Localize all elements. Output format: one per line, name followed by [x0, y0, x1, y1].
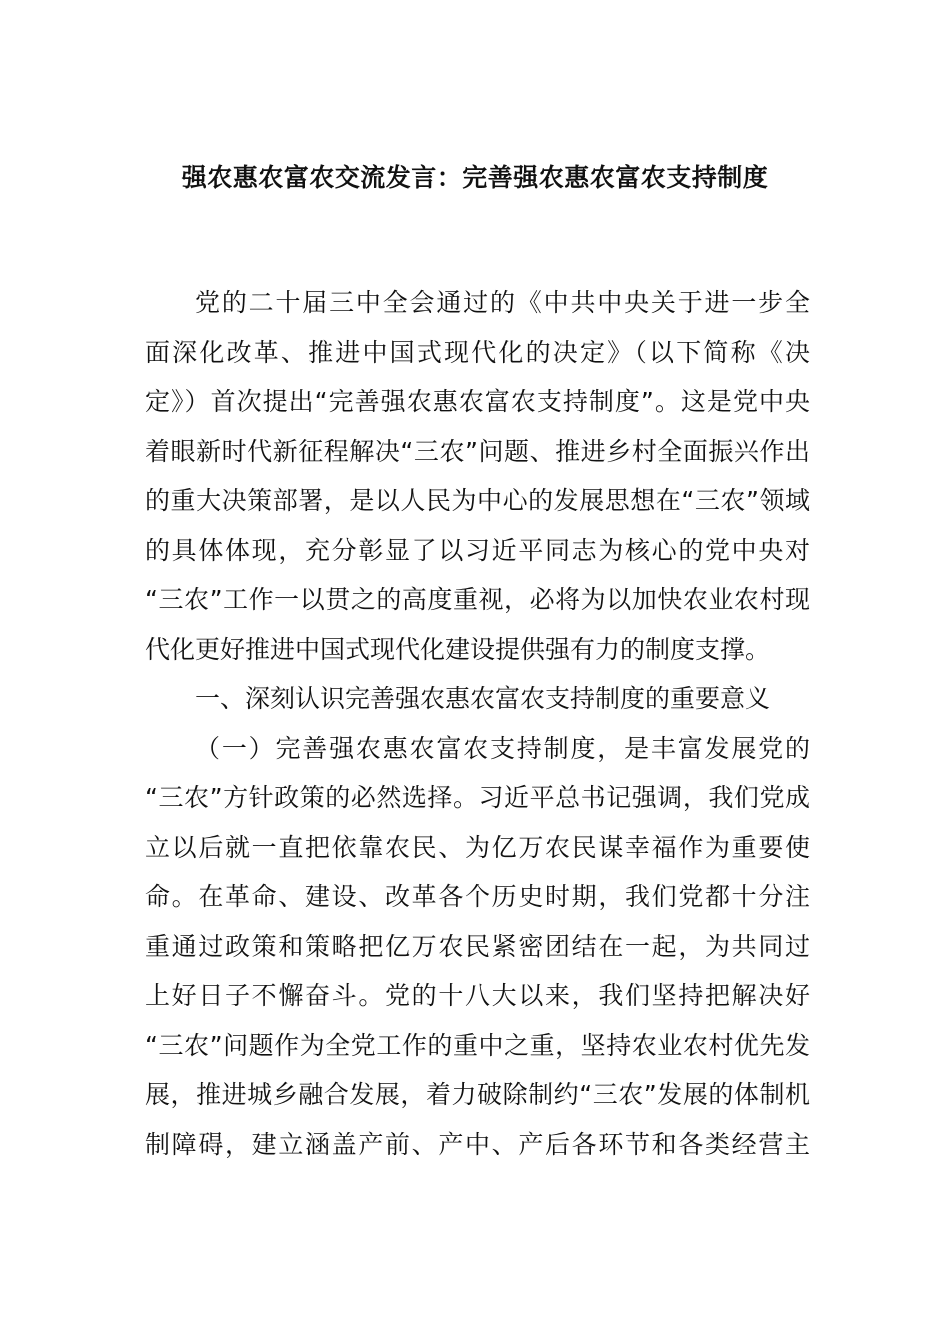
- document-body: [145, 278, 810, 1169]
- paragraph-line: 的重大决策部署，是以人民为中心的发展思想在“三农”领域: [145, 486, 810, 515]
- paragraph-line: 的具体体现，充分彰显了以习近平同志为核心的党中央对: [145, 535, 810, 565]
- paragraph-line: “三农”问题作为全党工作的重中之重，坚持农业农村优先发: [145, 1030, 810, 1060]
- paragraph-line: 党的二十届三中全会通过的《中共中央关于进一步全: [195, 288, 810, 317]
- paragraph-line: 面深化改革、推进中国式现代化的决定》（以下简称《决: [145, 337, 810, 367]
- paragraph-line: 命。在革命、建设、改革各个历史时期，我们党都十分注: [145, 882, 810, 911]
- paragraph-line: “三农”工作一以贯之的高度重视，必将为以加快农业农村现: [145, 585, 810, 614]
- document-title: 强农惠农富农交流发言：完善强农惠农富农支持制度: [181, 163, 769, 192]
- paragraph-line: 制障碍，建立涵盖产前、产中、产后各环节和各类经营主: [145, 1129, 810, 1159]
- section-heading: 一、深刻认识完善强农惠农富农支持制度的重要意义: [195, 684, 771, 713]
- paragraph-line: 上好日子不懈奋斗。党的十八大以来，我们坚持把解决好: [145, 981, 810, 1010]
- subsection-line: （一）完善强农惠农富农支持制度，是丰富发展党的: [195, 733, 810, 763]
- paragraph-line: 展，推进城乡融合发展，着力破除制约“三农”发展的体制机: [145, 1080, 810, 1109]
- paragraph-line: 代化更好推进中国式现代化建设提供强有力的制度支撑。: [145, 634, 771, 664]
- paragraph-line: 立以后就一直把依靠农民、为亿万农民谋幸福作为重要使: [145, 832, 810, 862]
- paragraph-line: 着眼新时代新征程解决“三农”问题、推进乡村全面振兴作出: [145, 436, 810, 466]
- paragraph-line: “三农”方针政策的必然选择。习近平总书记强调，我们党成: [145, 783, 810, 812]
- paragraph-line: 定》）首次提出“完善强农惠农富农支持制度”。这是党中央: [145, 387, 810, 416]
- paragraph-line: 重通过政策和策略把亿万农民紧密团结在一起，为共同过: [145, 931, 810, 961]
